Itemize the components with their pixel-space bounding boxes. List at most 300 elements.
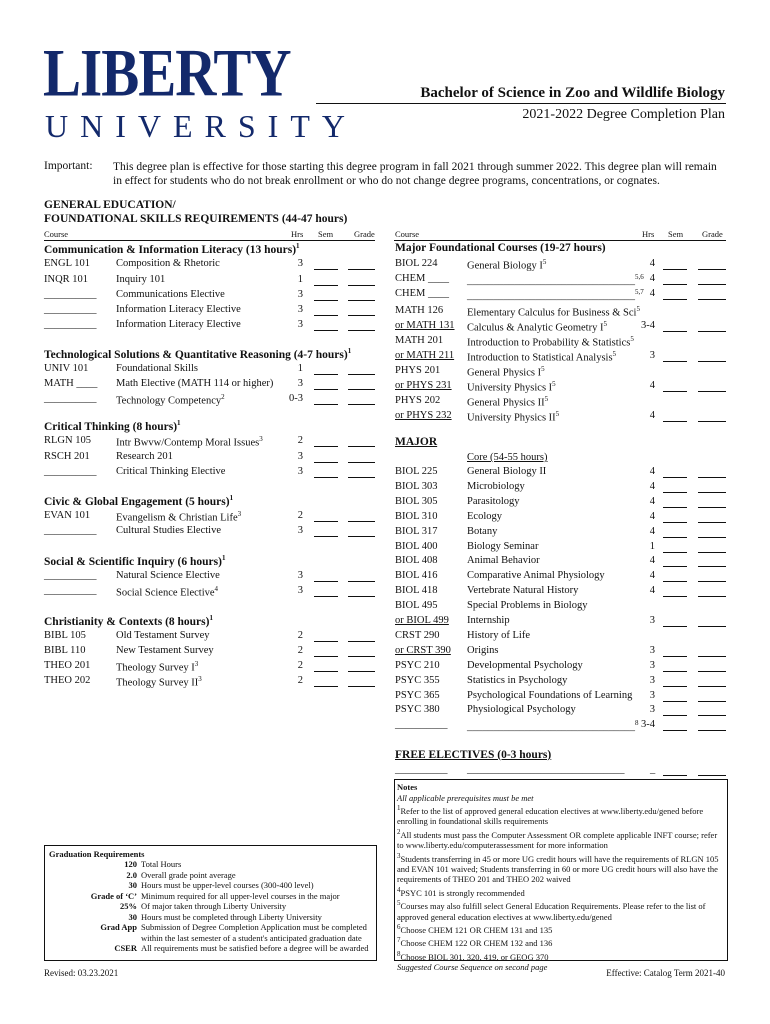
- sem-blank: [663, 730, 687, 731]
- note-text: Choose CHEM 121 OR CHEM 131 and 135: [400, 924, 553, 935]
- course-name-text: Origins: [467, 644, 499, 656]
- grade-blank: [698, 421, 726, 422]
- graduation-text: Submission of Degree Completion Application must be completed within the last semester of a student's anticipated graduation date: [141, 922, 367, 943]
- course-hrs: 1: [649, 540, 655, 552]
- note-sup: 5: [397, 899, 401, 908]
- course-name: [467, 675, 567, 686]
- course-name: [116, 510, 241, 524]
- note-line: [397, 885, 723, 898]
- effective-term: Effective: Catalog Term 2021-40: [606, 968, 725, 978]
- course-code: BIOL 416: [395, 570, 438, 582]
- course-name-text: Developmental Psychology: [467, 659, 583, 671]
- note-text: Refer to the list of approved general education electives at www.liberty.edu/gened before enrolling in foundational skills requirements: [397, 805, 704, 827]
- course-row: [395, 466, 727, 480]
- course-row: [395, 380, 727, 394]
- sem-blank: [314, 269, 338, 270]
- right-col-sem: Sem: [668, 229, 684, 239]
- course-name-text: ________________________________: [467, 290, 635, 302]
- sem-blank: [663, 671, 687, 672]
- sem-blank: [314, 330, 338, 331]
- course-name-text: Cultural Studies Elective: [116, 525, 221, 536]
- sem-blank: [663, 492, 687, 493]
- course-code: ENGL 101: [44, 258, 90, 269]
- section-title-sup: 1: [177, 419, 181, 427]
- course-code: PSYC 365: [395, 689, 440, 701]
- course-hrs: 2: [297, 630, 303, 641]
- graduation-row: [45, 880, 376, 891]
- left-col-hrs: Hrs: [291, 229, 304, 239]
- course-code: __________: [44, 393, 97, 404]
- course-name: [116, 378, 273, 389]
- sem-blank: [663, 552, 687, 553]
- course-name-sup: 5: [552, 380, 556, 388]
- course-name: [467, 704, 576, 715]
- left-col-course: Course: [44, 229, 69, 239]
- course-name-sup: 5: [636, 305, 640, 313]
- sem-blank: [314, 521, 338, 522]
- course-row: [395, 541, 727, 555]
- course-name-text: Social Science Elective: [116, 587, 215, 599]
- course-row: [44, 363, 375, 377]
- course-name: [467, 481, 525, 492]
- sem-blank: [663, 715, 687, 716]
- sem-blank: [663, 626, 687, 627]
- left-header-rule: [44, 240, 375, 241]
- sem-blank: [314, 462, 338, 463]
- course-name: [467, 335, 634, 349]
- graduation-text: Overall grade point average: [141, 869, 236, 880]
- graduation-key: Grade of ‘C’: [90, 890, 137, 901]
- course-code: or MATH 211: [395, 350, 455, 361]
- course-row: [44, 570, 375, 584]
- course-name-text: General Physics I: [467, 367, 542, 379]
- course-name-sup: 5,6: [635, 273, 644, 281]
- right-col-hrs: Hrs: [642, 229, 655, 239]
- course-row: [395, 555, 727, 569]
- course-hrs: 3: [297, 585, 303, 596]
- course-hrs: 3: [649, 674, 655, 686]
- course-code: __________: [44, 585, 97, 596]
- course-hrs: 4: [649, 410, 655, 421]
- course-row: [395, 320, 727, 334]
- course-code: BIOL 400: [395, 540, 438, 552]
- right-col-grade: Grade: [702, 229, 723, 239]
- course-row: [395, 630, 727, 644]
- course-name: [467, 585, 578, 596]
- course-name-text: Introduction to Probability & Statistics: [467, 337, 631, 349]
- course-code: PHYS 201: [395, 365, 441, 376]
- course-code: __________: [44, 304, 97, 315]
- course-name: [116, 570, 220, 581]
- sem-blank: [663, 522, 687, 523]
- course-name-text: ________________________________: [467, 721, 635, 733]
- course-name-text: Composition & Rhetoric: [116, 258, 220, 269]
- section-title-text: Communication & Information Literacy (13 hours): [44, 243, 297, 256]
- course-name: [467, 273, 644, 287]
- course-name-sup: 3: [237, 510, 242, 518]
- course-code: CHEM ____: [395, 288, 449, 299]
- course-name: [116, 675, 202, 689]
- sem-blank: [314, 641, 338, 642]
- course-hrs: 2: [297, 645, 303, 656]
- course-code: MATH 201: [395, 335, 444, 346]
- course-name-text: Botany: [467, 525, 498, 537]
- graduation-row: [45, 859, 376, 870]
- section-title: [44, 419, 181, 433]
- note-text: Choose CHEM 122 OR CHEM 132 and 136: [400, 938, 553, 949]
- course-code: BIOL 418: [395, 585, 438, 597]
- course-code: or PHYS 231: [395, 380, 452, 391]
- course-row: [395, 660, 727, 674]
- course-name: [116, 466, 225, 477]
- note-sup: 2: [397, 827, 401, 836]
- note-line: [397, 803, 723, 827]
- note-line: [397, 793, 723, 804]
- notes-title: Notes: [397, 782, 418, 792]
- course-row: [44, 675, 375, 689]
- course-row: [395, 305, 727, 319]
- course-hrs: 3: [297, 378, 303, 389]
- course-name-text: Natural Science Elective: [116, 570, 220, 581]
- course-name: [116, 451, 173, 462]
- grade-blank: [698, 552, 726, 553]
- course-name: [116, 660, 198, 674]
- course-row: [44, 525, 375, 539]
- grade-blank: [348, 285, 375, 286]
- course-name: [467, 600, 587, 611]
- grade-blank: [348, 300, 375, 301]
- course-row: [395, 570, 727, 584]
- course-row: [395, 496, 727, 510]
- course-hrs: 3-4: [641, 320, 655, 331]
- note-line: [397, 935, 723, 948]
- gen-ed-heading: GENERAL EDUCATION/: [44, 199, 176, 211]
- sem-blank: [314, 446, 338, 447]
- course-name: [467, 690, 632, 701]
- course-row: [395, 615, 727, 629]
- page-title: Bachelor of Science in Zoo and Wildlife Biology: [420, 85, 725, 101]
- grade-blank: [348, 374, 375, 375]
- course-code: THEO 201: [44, 660, 91, 671]
- grade-blank: [348, 521, 375, 522]
- course-hrs: 3: [297, 570, 303, 581]
- course-row: [395, 511, 727, 525]
- course-code: INQR 101: [44, 274, 89, 285]
- course-name-text: ________________________________: [467, 275, 635, 287]
- graduation-key: 25%: [120, 901, 137, 911]
- course-name: [116, 585, 218, 599]
- section-title-text: Social & Scientific Inquiry (6 hours): [44, 555, 222, 568]
- course-row: [44, 393, 375, 407]
- course-hrs: 3: [297, 466, 303, 477]
- course-name-text: Theology Survey II: [116, 677, 199, 689]
- section-title-sup: 1: [347, 347, 352, 355]
- course-name: [467, 410, 559, 424]
- graduation-text: Hours must be completed through Liberty University: [141, 911, 322, 922]
- grade-blank: [698, 596, 726, 597]
- course-hrs: 1: [297, 363, 303, 374]
- course-hrs: 2: [297, 510, 303, 521]
- course-name: [116, 289, 225, 300]
- important-text: This degree plan is effective for those starting this degree program in fall 2021 through summer 2022. This degree plan will remain in effect for students who do not break enrollment or who do not change degree programs, concentrations, or cognates.: [113, 161, 717, 187]
- course-code: BIOL 224: [395, 258, 438, 269]
- course-code: BIOL 305: [395, 495, 438, 507]
- course-name-text: Biology Seminar: [467, 540, 539, 552]
- course-name-text: Theology Survey I: [116, 662, 195, 674]
- section-title: [44, 554, 225, 568]
- course-hrs: 1: [297, 274, 303, 285]
- left-col-grade: Grade: [354, 229, 375, 239]
- course-name-sup: 3: [198, 675, 202, 683]
- course-name-text: University Physics II: [467, 412, 556, 424]
- course-code: BIOL 303: [395, 480, 438, 492]
- course-code: __________: [44, 525, 97, 536]
- sem-blank: [663, 269, 687, 270]
- course-row: [395, 690, 727, 704]
- course-name-text: Parasitology: [467, 495, 520, 507]
- section-title: [44, 494, 233, 508]
- course-name-text: Animal Behavior: [467, 555, 540, 567]
- grade-blank: [348, 686, 375, 687]
- course-hrs: 4: [649, 273, 655, 284]
- course-name-text: Research 201: [116, 451, 173, 462]
- sem-blank: [314, 300, 338, 301]
- course-name-text: Information Literacy Elective: [116, 319, 241, 330]
- course-name: [467, 615, 510, 626]
- course-row: [44, 435, 375, 449]
- sem-blank: [663, 775, 687, 776]
- grade-blank: [348, 315, 375, 316]
- grade-blank: [348, 477, 375, 478]
- course-row: [395, 273, 727, 287]
- note-line: [397, 827, 723, 851]
- course-code: PHYS 202: [395, 395, 441, 406]
- sem-blank: [663, 421, 687, 422]
- sem-blank: [314, 581, 338, 582]
- course-name-text: Introduction to Statistical Analysis: [467, 352, 613, 364]
- course-code: PSYC 210: [395, 659, 440, 671]
- sem-blank: [663, 331, 687, 332]
- course-code: __________: [395, 719, 448, 731]
- note-text: All applicable prerequisites must be met: [397, 792, 534, 803]
- graduation-rows: [45, 859, 376, 954]
- grade-blank: [698, 269, 726, 270]
- sem-blank: [663, 284, 687, 285]
- course-name-text: Information Literacy Elective: [116, 304, 241, 315]
- course-code: PSYC 380: [395, 704, 440, 716]
- course-row: [395, 395, 727, 409]
- course-name-text: Inquiry 101: [116, 274, 166, 285]
- free-electives-title: FREE ELECTIVES (0-3 hours): [395, 749, 552, 761]
- course-row: [395, 350, 727, 364]
- graduation-key: 2.0: [126, 869, 137, 880]
- course-name: [116, 435, 263, 449]
- free-electives-row: [395, 764, 727, 778]
- sem-blank: [663, 391, 687, 392]
- course-row: [395, 258, 727, 272]
- course-row: [44, 319, 375, 333]
- course-name-text: Statistics in Psychology: [467, 674, 568, 686]
- sem-blank: [663, 477, 687, 478]
- sem-blank: [663, 686, 687, 687]
- course-name: [467, 645, 499, 656]
- course-name: [116, 304, 241, 315]
- course-hrs: 4: [649, 585, 655, 597]
- course-name-text: Old Testament Survey: [116, 630, 210, 641]
- course-row: [395, 335, 727, 349]
- sem-blank: [314, 389, 338, 390]
- grade-blank: [348, 462, 375, 463]
- note-line: [397, 922, 723, 935]
- note-line: [397, 898, 723, 922]
- course-hrs: 4: [649, 555, 655, 567]
- sem-blank: [314, 536, 338, 537]
- note-sup: 3: [397, 851, 401, 860]
- course-code: PSYC 355: [395, 674, 440, 686]
- course-hrs: 3: [297, 289, 303, 300]
- course-code: UNIV 101: [44, 363, 89, 374]
- major-foundational-title: Major Foundational Courses (19-27 hours): [395, 242, 606, 254]
- course-name-text: Physiological Psychology: [467, 704, 576, 716]
- course-row: [44, 466, 375, 480]
- course-name-text: Foundational Skills: [116, 363, 198, 374]
- course-hrs: 4: [649, 258, 655, 269]
- course-hrs: 3: [297, 319, 303, 330]
- course-hrs: 3: [297, 451, 303, 462]
- graduation-title: Graduation Requirements: [49, 849, 145, 859]
- course-hrs: 3-4: [641, 719, 655, 731]
- sem-blank: [663, 701, 687, 702]
- grade-blank: [698, 284, 726, 285]
- grade-blank: [698, 566, 726, 567]
- course-row: [44, 645, 375, 659]
- sem-blank: [663, 299, 687, 300]
- grade-blank: [348, 641, 375, 642]
- course-hrs: 4: [649, 466, 655, 477]
- course-hrs: 2: [297, 675, 303, 686]
- section-title-sup: 1: [229, 494, 234, 502]
- course-name: [467, 395, 548, 409]
- section-title-text: Critical Thinking (8 hours): [44, 420, 178, 433]
- course-code: BIBL 105: [44, 630, 86, 641]
- grade-blank: [698, 581, 726, 582]
- course-hrs: 2: [297, 660, 303, 671]
- course-name: [467, 496, 520, 507]
- graduation-row: [45, 901, 376, 912]
- grade-blank: [698, 775, 726, 776]
- section-title: [44, 614, 213, 628]
- course-name-sup: 5,7: [635, 288, 644, 296]
- course-name: [116, 525, 221, 536]
- page-subtitle: 2021-2022 Degree Completion Plan: [522, 107, 725, 122]
- course-code: RSCH 201: [44, 451, 90, 462]
- note-sup: 4: [397, 885, 401, 894]
- course-name-text: Comparative Animal Physiology: [467, 570, 605, 582]
- course-hrs: 3: [649, 704, 655, 716]
- course-name: [467, 570, 605, 581]
- course-code: MATH ____: [44, 378, 98, 389]
- note-sup: 6: [397, 923, 401, 932]
- course-row: [395, 675, 727, 689]
- grade-blank: [698, 686, 726, 687]
- logo-liberty: LIBERTY: [43, 36, 291, 111]
- course-name-sup: 5: [555, 410, 560, 418]
- free-electives-name: ______________________________: [467, 764, 625, 775]
- section-title: [44, 347, 351, 361]
- section-title-text: Christianity & Contexts (8 hours): [44, 615, 210, 628]
- course-name-text: Intr Bwvw/Contemp Moral Issues: [116, 437, 260, 449]
- course-name: [467, 305, 640, 319]
- course-row: [44, 585, 375, 599]
- course-name-text: General Physics II: [467, 397, 545, 409]
- sem-blank: [314, 404, 338, 405]
- course-hrs: 3: [649, 350, 655, 361]
- course-hrs: 3: [649, 644, 655, 656]
- course-name-sup: 3: [259, 435, 263, 443]
- course-name: [467, 660, 583, 671]
- note-text: PSYC 101 is strongly recommended: [400, 887, 525, 898]
- sem-blank: [314, 596, 338, 597]
- revised-date: Revised: 03.23.2021: [44, 968, 119, 978]
- sem-blank: [314, 477, 338, 478]
- course-name-text: University Physics I: [467, 382, 553, 394]
- grade-blank: [698, 730, 726, 731]
- logo-university: UNIVERSITY: [45, 108, 357, 144]
- course-row: [395, 719, 727, 733]
- course-row: [44, 289, 375, 303]
- course-name: [116, 630, 210, 641]
- course-hrs: 4: [649, 288, 655, 299]
- course-hrs: 2: [297, 435, 303, 446]
- course-code: BIOL 408: [395, 555, 438, 567]
- course-code: BIOL 310: [395, 510, 438, 522]
- note-text: Courses may also fulfill select General Education Requirements. Please refer to the list of approved general education electives at www.liberty.edu/gened: [397, 901, 706, 922]
- course-row: [44, 378, 375, 392]
- graduation-key: CSER: [114, 943, 137, 953]
- course-row: [395, 645, 727, 659]
- course-hrs: 3: [649, 689, 655, 701]
- course-row: [395, 526, 727, 540]
- course-code: BIOL 317: [395, 525, 438, 537]
- course-name-text: Communications Elective: [116, 289, 225, 300]
- course-code: CHEM ____: [395, 273, 449, 284]
- course-code: __________: [44, 570, 97, 581]
- gen-ed-subheading: FOUNDATIONAL SKILLS REQUIREMENTS (44-47 hours): [44, 213, 348, 225]
- grade-blank: [698, 701, 726, 702]
- course-name: [467, 630, 530, 641]
- course-hrs: 3: [649, 615, 655, 626]
- section-title-sup: 1: [221, 554, 226, 562]
- note-sup: 8: [397, 949, 401, 958]
- course-name-text: Special Problems in Biology: [467, 600, 588, 612]
- sem-blank: [663, 507, 687, 508]
- sem-blank: [663, 581, 687, 582]
- course-row: [395, 410, 727, 424]
- grade-blank: [348, 656, 375, 657]
- grade-blank: [698, 361, 726, 362]
- note-sup: 1: [397, 804, 401, 812]
- course-name: [467, 350, 616, 364]
- course-name-sup: 5: [603, 320, 607, 328]
- course-row: [44, 451, 375, 465]
- course-row: [44, 510, 375, 524]
- course-name-text: Critical Thinking Elective: [116, 466, 226, 477]
- course-name-text: General Biology II: [467, 466, 547, 477]
- course-row: [395, 585, 727, 599]
- course-name-sup: 5: [544, 395, 549, 403]
- grade-blank: [698, 299, 726, 300]
- grade-blank: [348, 671, 375, 672]
